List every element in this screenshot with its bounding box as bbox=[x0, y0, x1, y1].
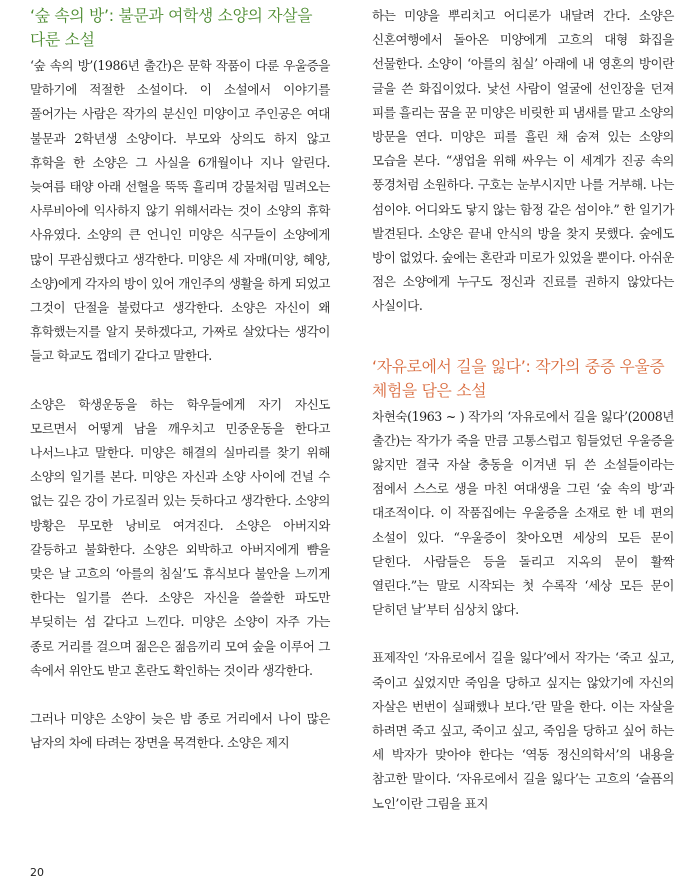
body-paragraph: 그러나 미양은 소양이 늦은 밤 종로 거리에서 나이 많은 남자의 차에 타려는 장면을 목격한다. 소양은 제지 bbox=[30, 711, 330, 751]
paragraph-gap bbox=[30, 369, 330, 393]
page-number: 20 bbox=[30, 866, 44, 879]
paragraph-gap bbox=[30, 683, 330, 707]
section-gap bbox=[372, 319, 674, 355]
paragraph-gap bbox=[372, 622, 674, 646]
body-paragraph: ‘숲 속의 방’(1986년 출간)은 문학 작품이 다룬 우울증을 말하기에 적절한 소설이다. 이 소설에서 이야기를 풀어가는 사람은 작가의 분신인 미양이고 주인공은 여대 불문과 2학년생 소양이다. 부모와 상의도 하지 않고 휴학을 한 소양은 그 사실을 6개월이나 지나 알린다. 늦여름 태양 아래 선혈을 뚝뚝 흘리며 강물처럼 밀려오는 사루비아에 익사하지 않기 위해서라는 것이 소양의 휴학 사유였다. 소양의 큰 언니인 미양은 식구들이 소양에게 많이 무관심했다고 생각한다. 미양은 세 자매(미양, 혜양, 소양)에게 각자의 방이 있어 개인주의 생활을 하게 되었고 그것이 단절을 불렀다고 생각한다. 소양은 자신이 왜 휴학했는지를 알지 못하겠다고, 가짜로 살았다는 생각이 들고 학교도 껍데기 같다고 말한다. bbox=[30, 58, 330, 364]
right-column bbox=[372, 4, 674, 816]
section-heading-lost-on-jayuro: ‘자유로에서 길을 잃다’: 작가의 중증 우울증 체험을 담은 소설 bbox=[372, 356, 665, 400]
body-paragraph: 소양은 학생운동을 하는 학우들에게 자기 자신도 모르면서 어떻게 남을 깨우치고 민중운동을 한다고 나서느냐고 말한다. 미양은 해결의 실마리를 찾기 위해 소양의 일기를 본다. 미양은 자신과 소양 사이에 건널 수 없는 깊은 강이 가로질러 있는 듯하다고 생각한다. 소양의 방황은 무모한 낭비로 여겨진다. 소양은 아버지와 갈등하고 불화한다. 소양은 외박하고 아버지에게 뺨을 맞은 날 고흐의 ‘아를의 침실’도 휴식보다 불안을 느끼게 한다는 일기를 쓴다. 소양은 자신을 쓸쓸한 파도만 부딪히는 섬 같다고 느낀다. 미양은 소양이 자주 가는 종로 거리를 걸으며 젊은은 젊음끼리 모여 숲을 이루어 그 속에서 위안도 받고 혼란도 확인하는 것이라 생각한다. bbox=[30, 396, 330, 678]
body-paragraph: 표제작인 ‘자유로에서 길을 잃다’에서 작가는 ‘죽고 싶고, 죽이고 싶었지만 죽임을 당하고 싶지는 않았기에 자신의 자살은 번번이 실패했나 보다.’란 말을 한다. 이는 자살을 하려면 죽고 싶고, 죽이고 싶고, 죽임을 당하고 싶어 하는 세 박자가 맞아야 한다는 ‘역동 정신의학서’의 내용을 참고한 말이다. ‘자유로에서 길을 잃다’는 고흐의 ‘슬픔의 노인’이란 그림을 표지 bbox=[372, 650, 674, 811]
section-heading-forest-room: ‘숲 속의 방’: 불문과 여학생 소양의 자살을 다룬 소설 bbox=[30, 6, 313, 49]
body-paragraph: 차현숙(1963 ~ ) 작가의 ‘자유로에서 길을 잃다’(2008년 출간)는 작가가 죽을 만큼 고통스럽고 힘들었던 우울증을 앓지만 결국 자살 충동을 이겨낸 뒤 쓴 소설들이라는 점에서 스스로 생을 마친 여대생을 그린 ‘숲 속의 방’과 대조적이다. 이 작품집에는 우울증을 소재로 한 네 편의 소설이 있다. “우울증이 찾아오면 세상의 모든 문이 닫힌다. 사람들은 등을 돌리고 지옥의 문이 활짝 열린다.”는 말로 시작되는 첫 수록작 ‘세상 모든 문이 닫히던 날’부터 심상치 않다. bbox=[372, 408, 674, 618]
left-column bbox=[30, 4, 330, 755]
body-paragraph: 하는 미양을 뿌리치고 어디론가 내달려 간다. 소양은 신혼여행에서 돌아온 미양에게 고흐의 대형 화집을 선물한다. 소양이 ‘아를의 침실’ 아래에 내 영혼의 방이란 글을 쓴 화집이었다. 낯선 사람이 얼굴에 선인장을 던져 피를 흘리는 꿈을 꾼 미양은 비릿한 피 냄새를 맡고 소양의 방문을 연다. 미양은 피를 흘린 채 숨져 있는 소양의 모습을 본다. “생업을 위해 싸우는 이 세계가 진공 속의 풍경처럼 소원하다. 구호는 눈부시지만 나를 거부해. 나는 섬이야. 어디와도 닿지 않는 함정 같은 섬이야.” 한 일기가 발견된다. 소양은 끝내 안식의 방을 찾지 못했다. 숲에도 방이 없었다. 숲에는 혼란과 미로가 있었을 뿐이다. 아쉬운 점은 소양에게 누구도 정신과 진료를 권하지 않았다는 사실이다. bbox=[372, 8, 674, 314]
